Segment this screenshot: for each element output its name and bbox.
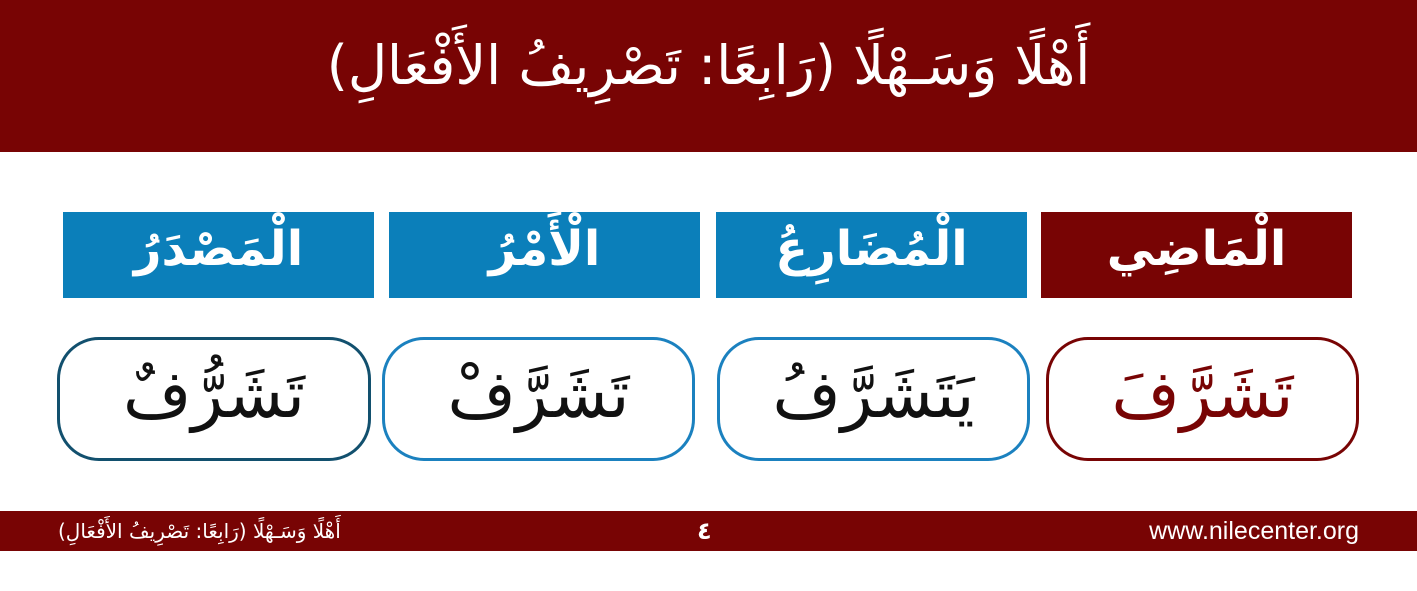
column-header-present bbox=[716, 212, 1027, 298]
header-banner bbox=[0, 0, 1417, 152]
footer-website-link[interactable]: www.nilecenter.org bbox=[1149, 516, 1359, 545]
column-header-past-label: الْمَاضِي bbox=[1106, 221, 1287, 277]
footer-bar bbox=[0, 511, 1417, 551]
column-header-imperative bbox=[389, 212, 700, 298]
column-header-past bbox=[1041, 212, 1352, 298]
column-header-present-label: الْمُضَارِعُ bbox=[775, 221, 968, 277]
word-imperative: تَشَرَّفْ bbox=[447, 356, 630, 433]
column-header-verbal-noun-label: الْمَصْدَرُ bbox=[133, 221, 304, 277]
page-number: ٤ bbox=[697, 517, 712, 545]
column-header-imperative-label: الْأَمْرُ bbox=[488, 221, 601, 277]
word-box-verbal-noun bbox=[57, 337, 371, 461]
column-header-verbal-noun bbox=[63, 212, 374, 298]
footer-subtitle: أَهْلًا وَسَـهْلًا (رَابِعًا: تَصْرِيفُ الأَفْعَالِ) bbox=[58, 519, 341, 543]
word-past: تَشَرَّفَ bbox=[1111, 356, 1294, 433]
word-box-past bbox=[1046, 337, 1359, 461]
page-title: أَهْلًا وَسَـهْلًا (رَابِعًا: تَصْرِيفُ الأَفْعَالِ) bbox=[326, 34, 1091, 97]
word-box-present bbox=[717, 337, 1030, 461]
word-verbal-noun: تَشَرُّفٌ bbox=[122, 356, 306, 433]
word-box-imperative bbox=[382, 337, 695, 461]
word-present: يَتَشَرَّفُ bbox=[772, 356, 975, 433]
